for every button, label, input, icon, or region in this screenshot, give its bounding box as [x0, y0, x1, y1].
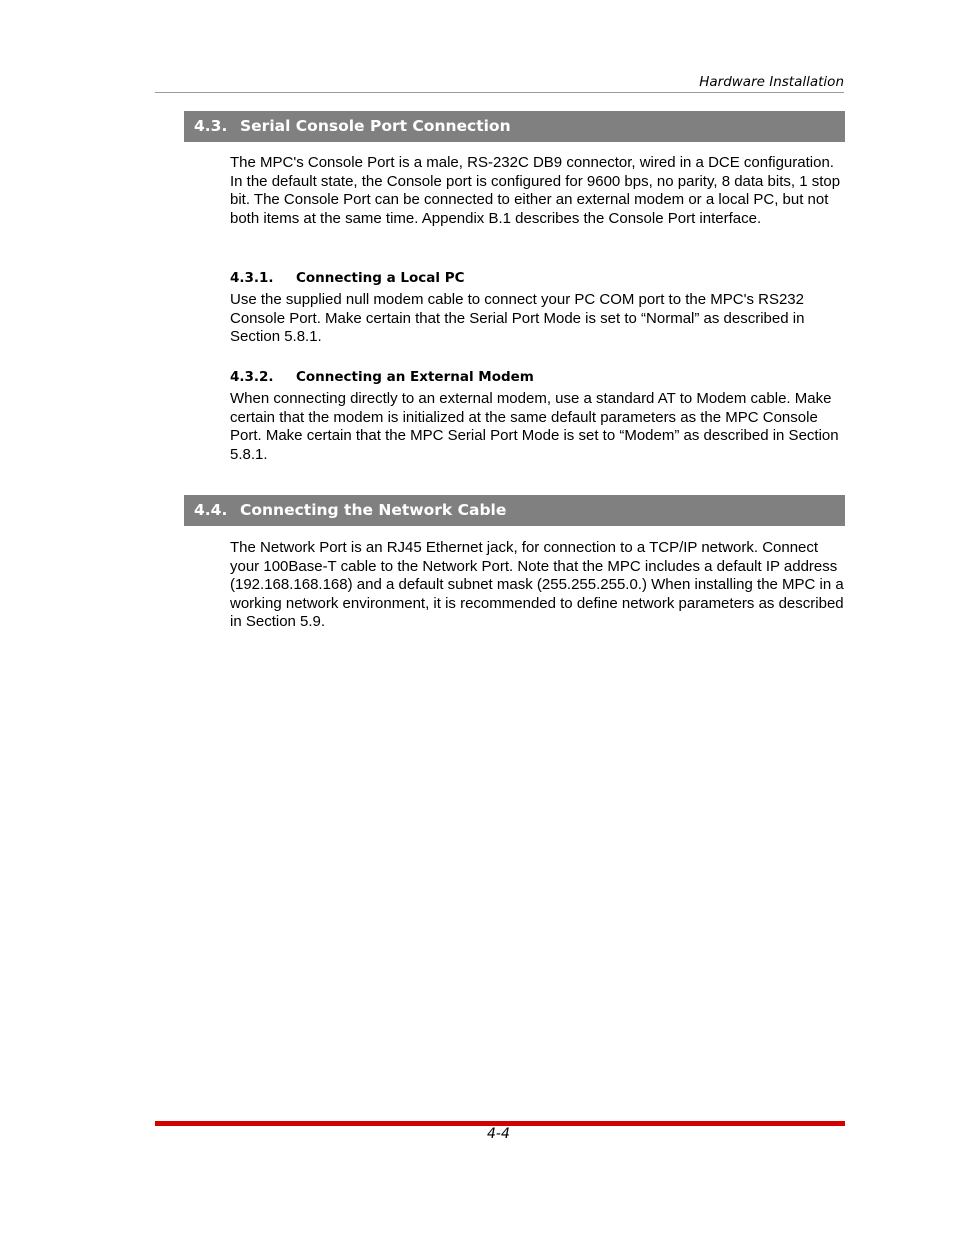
section-number: 4.3.: [194, 117, 228, 135]
subsection-4-3-2-paragraph: When connecting directly to an external modem, use a standard AT to Modem cable. Make certain that the modem is initialized at the same default parameters as the MPC Console Port. Make certain that the MPC Serial Port Mode is set to “Modem” as described in Section 5.8.1.: [230, 390, 839, 463]
subsection-heading-4-3-2: [230, 369, 534, 385]
subsection-number: 4.3.2.: [230, 369, 274, 385]
subsection-4-3-1-paragraph: Use the supplied null modem cable to connect your PC COM port to the MPC's RS232 Console Port. Make certain that the Serial Port Mode is set to “Normal” as described in Section 5.8.1.: [230, 291, 805, 346]
running-header-title: Hardware Installation: [699, 74, 844, 90]
section-heading-4-3: [184, 111, 845, 142]
subsection-title: Connecting a Local PC: [296, 270, 465, 286]
section-number: 4.4.: [194, 501, 228, 519]
section-4-4-paragraph: The Network Port is an RJ45 Ethernet jack, for connection to a TCP/IP network. Connect your 100Base-T cable to the Network Port. Note that the MPC includes a default IP address (192.168.168.168) and a default subnet mask (255.255.255.0.) When installing the MPC in a working network environment, it is recommended to define network parameters as described in Section 5.9.: [230, 539, 844, 631]
subsection-title: Connecting an External Modem: [296, 369, 534, 385]
section-heading-4-4: [184, 495, 845, 526]
page-number: 4-4: [487, 1126, 510, 1142]
subsection-number: 4.3.1.: [230, 270, 274, 286]
running-header: [155, 72, 844, 93]
subsection-heading-4-3-1: [230, 270, 465, 286]
section-title: Serial Console Port Connection: [240, 117, 511, 135]
section-title: Connecting the Network Cable: [240, 501, 507, 519]
section-4-3-paragraph: The MPC's Console Port is a male, RS-232C DB9 connector, wired in a DCE configuration. In the default state, the Console port is configured for 9600 bps, no parity, 8 data bits, 1 stop bit. The Console Port can be connected to either an external modem or a local PC, but not both items at the same time. Appendix B.1 describes the Console Port interface.: [230, 154, 841, 227]
